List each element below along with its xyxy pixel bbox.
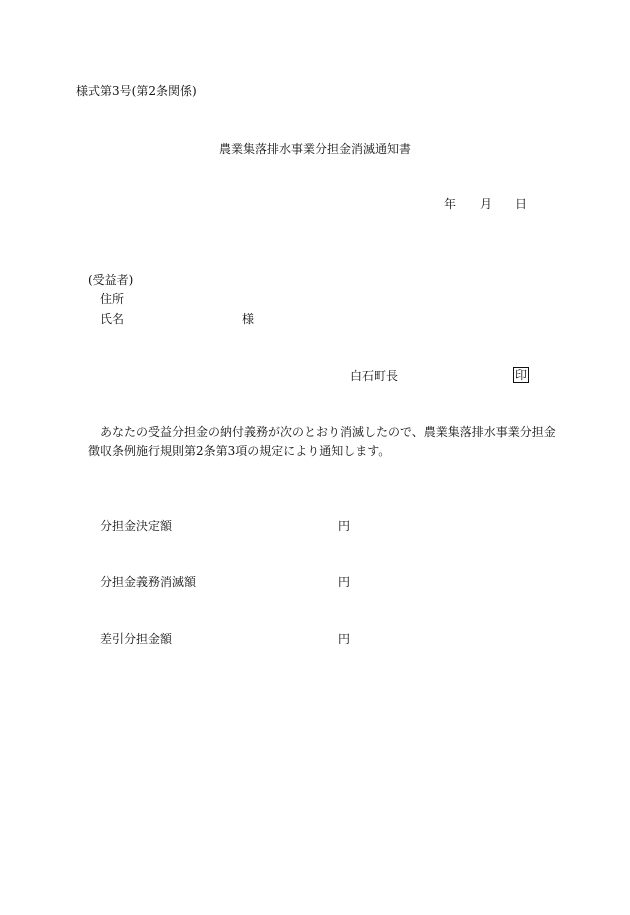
body-line-2: 徴収条例施行規則第2条第3項の規定により通知します。 xyxy=(88,444,391,458)
amount-label: 分担金決定額 xyxy=(100,519,173,533)
recipient-heading: (受益者) xyxy=(88,273,134,287)
seal-mark: 印 xyxy=(515,368,528,382)
body-line-1: あなたの受益分担金の納付義務が次のとおり消滅したので、農業集落排水事業分担金 xyxy=(100,425,556,439)
issuer-title: 白石町長 xyxy=(350,369,399,383)
amount-unit: 円 xyxy=(338,519,351,533)
name-label: 氏名 xyxy=(100,312,125,326)
amount-label: 差引分担金額 xyxy=(100,632,173,646)
form-number: 様式第3号(第2条関係) xyxy=(76,84,197,98)
amount-unit: 円 xyxy=(338,575,351,589)
honorific: 様 xyxy=(242,312,255,326)
date-month: 月 xyxy=(480,197,493,211)
amount-unit: 円 xyxy=(338,632,351,646)
date-year: 年 xyxy=(444,197,457,211)
amount-label: 分担金義務消滅額 xyxy=(100,575,197,589)
date-day: 日 xyxy=(515,197,528,211)
document-title: 農業集落排水事業分担金消滅通知書 xyxy=(219,142,412,156)
address-label: 住所 xyxy=(100,292,125,306)
